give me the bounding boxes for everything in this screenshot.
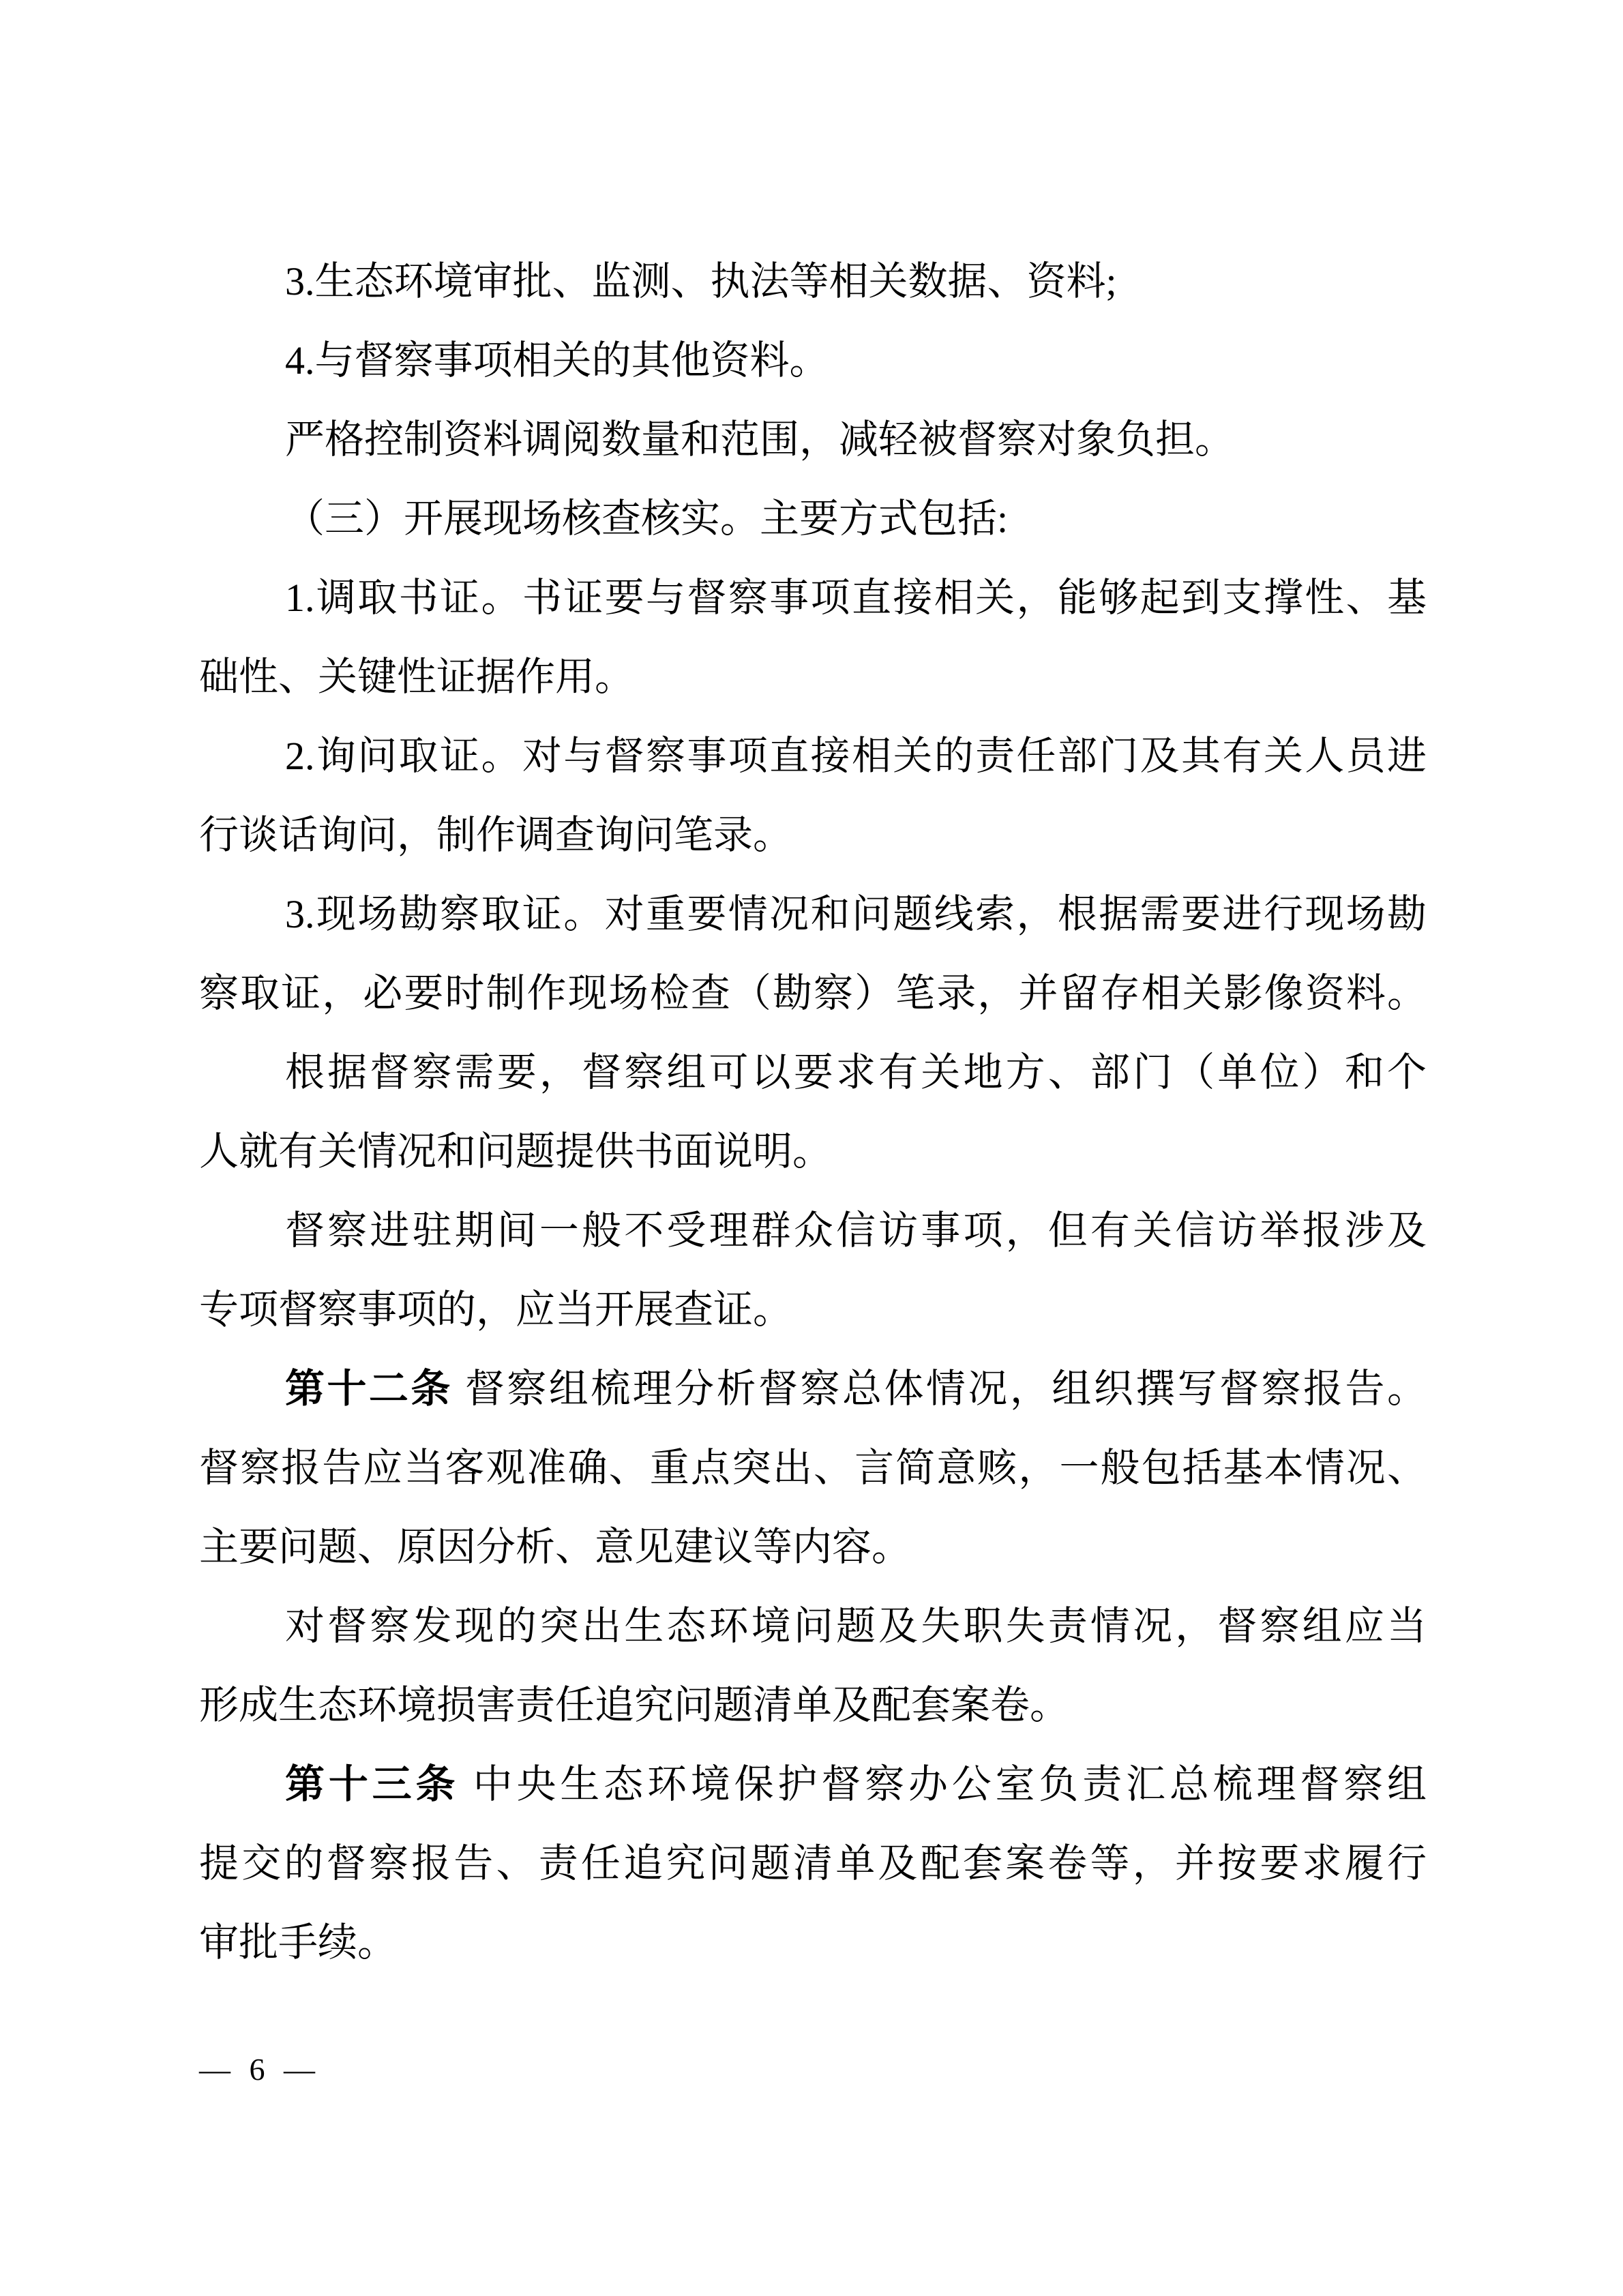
text-line: 提交的督察报告、责任追究问题清单及配套案卷等，并按要求履行 [199, 1841, 1427, 1885]
text-line: 2.询问取证。对与督察事项直接相关的责任部门及其有关人员进 [285, 734, 1427, 778]
text-line: 3.现场勘察取证。对重要情况和问题线索，根据需要进行现场勘 [285, 892, 1427, 936]
page-footer [199, 2049, 315, 2090]
text-line: 察取证，必要时制作现场检查（勘察）笔录，并留存相关影像资料。 [199, 971, 1427, 1015]
page-number: — 6 — [199, 2052, 315, 2087]
text-line: 3.生态环境审批、监测、执法等相关数据、资料; [285, 259, 1117, 303]
text-line: 审批手续。 [199, 1920, 398, 1965]
article-number: 第十二条 [285, 1367, 453, 1411]
text-line: 对督察发现的突出生态环境问题及失职失责情况，督察组应当 [285, 1604, 1427, 1648]
text-line: 根据督察需要，督察组可以要求有关地方、部门（单位）和个 [285, 1050, 1427, 1094]
text-line: 4.与督察事项相关的其他资料。 [285, 338, 829, 383]
text-line: 严格控制资料调阅数量和范围，减轻被督察对象负担。 [285, 417, 1235, 462]
article-number: 第十三条 [285, 1762, 460, 1806]
text-line: 1.调取书证。书证要与督察事项直接相关，能够起到支撑性、基 [285, 576, 1427, 620]
text-line: 形成生态环境损害责任追究问题清单及配套案卷。 [199, 1683, 1070, 1727]
text-line: 行谈话询问，制作调查询问笔录。 [199, 813, 793, 857]
document-body [199, 242, 1427, 1982]
text-line: 第十二条 督察组梳理分析督察总体情况，组织撰写督察报告。 [285, 1367, 1427, 1411]
text-line: 础性、关键性证据作用。 [199, 655, 635, 699]
text-line: 主要问题、原因分析、意见建议等内容。 [199, 1525, 912, 1569]
text-line: 督察进驻期间一般不受理群众信访事项，但有关信访举报涉及 [285, 1208, 1427, 1253]
text-line: 人就有关情况和问题提供书面说明。 [199, 1129, 833, 1174]
text-line: 专项督察事项的，应当开展查证。 [199, 1287, 793, 1332]
text-line: 第十三条 中央生态环境保护督察办公室负责汇总梳理督察组 [285, 1762, 1427, 1806]
text-line: 督察报告应当客观准确、重点突出、言简意赅，一般包括基本情况、 [199, 1446, 1427, 1490]
text-line: （三）开展现场核查核实。主要方式包括: [285, 496, 1009, 541]
